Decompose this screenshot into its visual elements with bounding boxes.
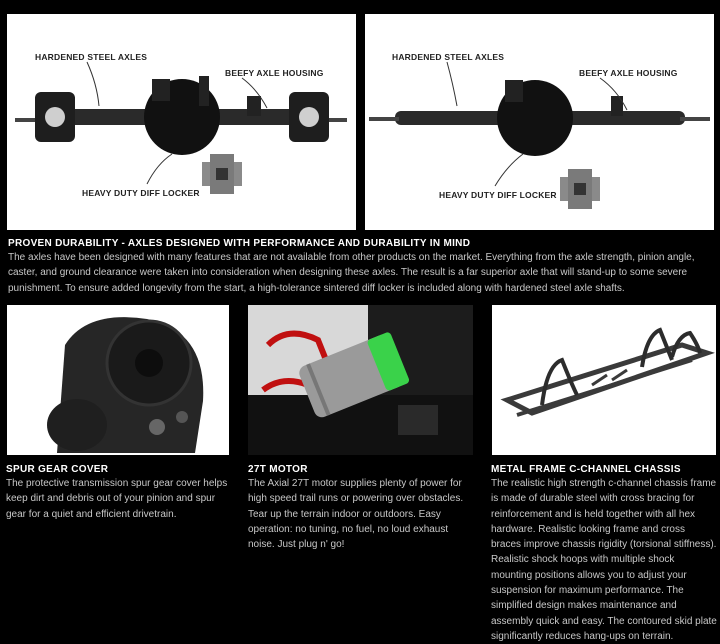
chassis-heading: METAL FRAME C-CHANNEL CHASSIS [491,464,681,475]
rear-axle-image [365,14,714,230]
motor-body: The Axial 27T motor supplies plenty of power for high speed trail runs or powering over obstacles. Tear up the terrain indoor or outdoors. Easy operation: no tuning, no fuel, no loud exhaust noise. Just plug n' go! [248,478,464,551]
spur-gear-cover-illustration [7,305,229,455]
spur-gear-cover-heading: SPUR GEAR COVER [6,464,109,475]
spur-gear-cover-image [7,305,229,455]
chassis-body: The realistic high strength c-channel chassis frame is made of durable steel with cross bracing for reinforcement and is held together with all hex hardware. Realistic looking frame and cross braces improve chassis rigidity (torsional stiffness). Realistic shock hoops with multiple shock mounting positions allows you to adjust your suspension for maximum performance. The simplified design makes maintenance and assembly quick and easy. The contoured skid plate significantly reduces hang-ups on terrain. [491,478,717,642]
front-axle-image [7,14,356,230]
durability-heading: PROVEN DURABILITY - AXLES DESIGNED WITH PERFORMANCE AND DURABILITY IN MIND [8,238,471,249]
label-heavy-duty-diff-locker: HEAVY DUTY DIFF LOCKER [82,188,200,198]
chassis-illustration [492,305,716,455]
label-hardened-steel-axles: HARDENED STEEL AXLES [392,52,505,62]
motor-image [248,305,473,455]
label-beefy-axle-housing: BEEFY AXLE HOUSING [225,68,324,78]
spur-gear-cover-body: The protective transmission spur gear cover helps keep dirt and debris out of your pinion and spur gear for a quiet and efficient drivetrain. [6,478,228,520]
label-hardened-steel-axles: HARDENED STEEL AXLES [35,52,148,62]
label-heavy-duty-diff-locker: HEAVY DUTY DIFF LOCKER [439,190,557,200]
durability-body: The axles have been designed with many features that are not available from other products on the market. Everything from the axle strength, pinion angle, caster, and ground clearance were taken into consideration when designing these axles. The result is a far superior axle that will stand-up to some severe punishment. To ensure added longevity from the start, a high-tolerance sintered diff locker is included along with hardened steel axle shafts. [8,252,695,294]
label-beefy-axle-housing: BEEFY AXLE HOUSING [579,68,678,78]
chassis-image [492,305,716,455]
motor-heading: 27T MOTOR [248,464,308,475]
motor-illustration [248,305,473,455]
